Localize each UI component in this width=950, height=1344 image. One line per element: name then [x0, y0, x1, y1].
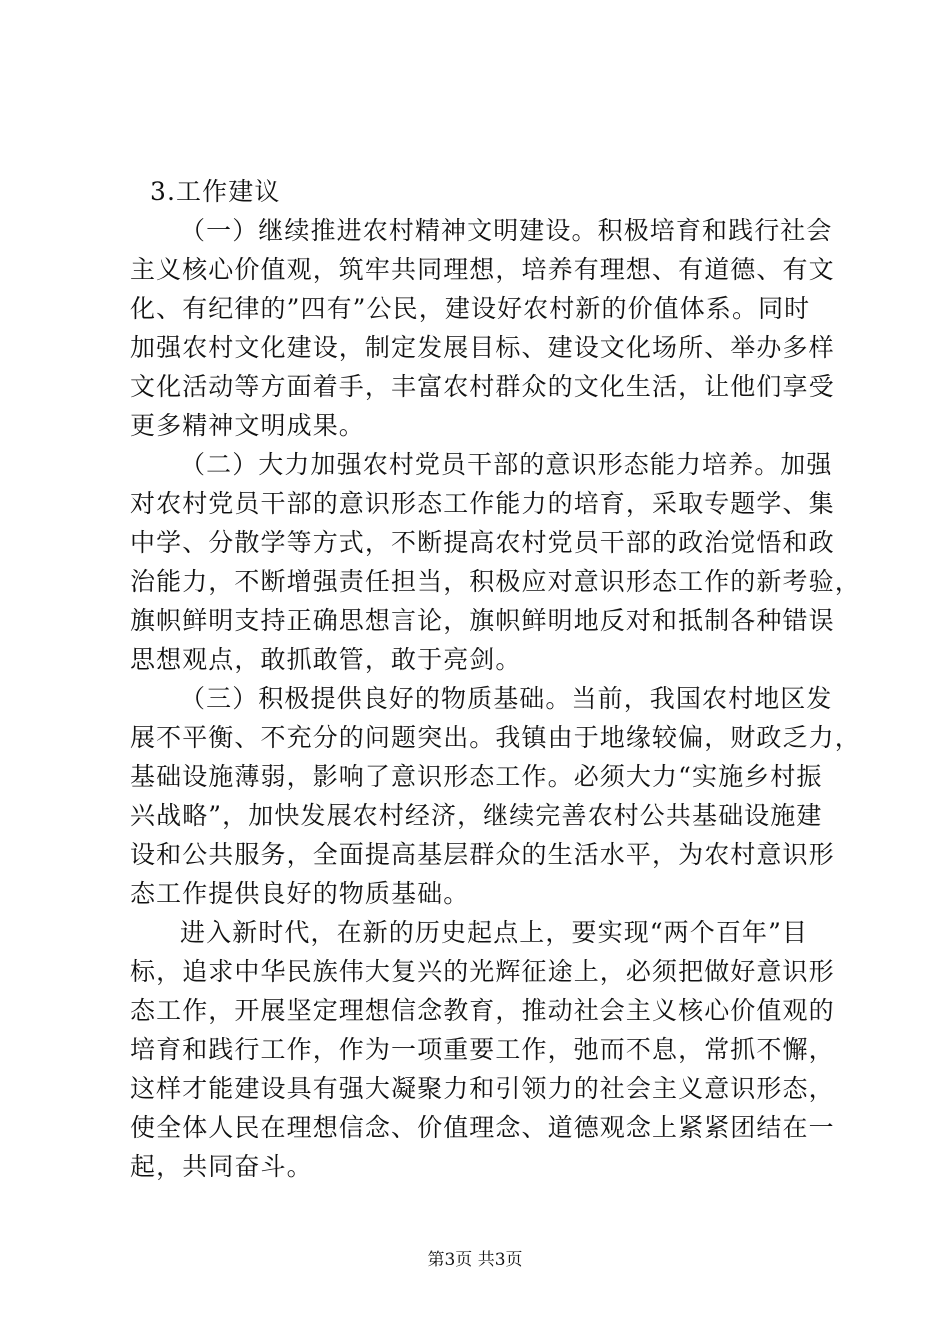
paragraph-line: 文化活动等方面着手，丰富农村群众的文化生活，让他们享受 [130, 372, 835, 401]
paragraph-line: 思想观点，敢抓敢管，敢于亮剑。 [130, 645, 522, 674]
paragraph-line: 主义核心价值观，筑牢共同理想，培养有理想、有道德、有文 [130, 255, 835, 284]
paragraph-3 [130, 679, 861, 913]
paragraph-1 [130, 211, 835, 445]
paragraph-line: 基础设施薄弱，影响了意识形态工作。必须大力“实施乡村振 [130, 762, 823, 791]
paragraph-line: 旗帜鲜明支持正确思想言论，旗帜鲜明地反对和抵制各种错误 [130, 606, 835, 635]
document-body [130, 172, 861, 1186]
paragraph-line: 兴战略”，加快发展农村经济，继续完善农村公共基础设施建 [130, 801, 823, 830]
paragraph-line: 展不平衡、不充分的问题突出。我镇由于地缘较偏，财政乏力， [130, 723, 861, 752]
paragraph-line: 更多精神文明成果。 [130, 411, 365, 440]
paragraph-line: （三）积极提供良好的物质基础。当前，我国农村地区发 [180, 684, 833, 713]
paragraph-line: 对农村党员干部的意识形态工作能力的培育，采取专题学、集 [130, 489, 835, 518]
paragraph-line: （二）大力加强农村党员干部的意识形态能力培养。加强 [180, 450, 833, 479]
paragraph-line: 中学、分散学等方式，不断提高农村党员干部的政治觉悟和政 [130, 528, 835, 557]
section-heading: 3.工作建议 [150, 177, 281, 206]
paragraph-line: 培育和践行工作，作为一项重要工作，弛而不息，常抓不懈， [130, 1035, 835, 1064]
paragraph-line: 使全体人民在理想信念、价值理念、道德观念上紧紧团结在一 [130, 1113, 835, 1142]
paragraph-4 [130, 913, 835, 1186]
paragraph-line: 化、有纪律的”四有”公民，建设好农村新的价值体系。同时 [130, 294, 811, 323]
paragraph-2 [130, 445, 861, 679]
paragraph-line: 加强农村文化建设，制定发展目标、建设文化场所、举办多样 [130, 333, 835, 362]
page-number-footer: 第3页 共3页 [427, 1250, 523, 1270]
paragraph-line: 标，追求中华民族伟大复兴的光辉征途上，必须把做好意识形 [130, 957, 835, 986]
paragraph-line: 起，共同奋斗。 [130, 1152, 313, 1181]
paragraph-line: 设和公共服务，全面提高基层群众的生活水平，为农村意识形 [130, 840, 835, 869]
paragraph-line: 这样才能建设具有强大凝聚力和引领力的社会主义意识形态， [130, 1074, 835, 1103]
paragraph-line: 治能力，不断增强责任担当，积极应对意识形态工作的新考验， [130, 567, 861, 596]
paragraph-line: 进入新时代，在新的历史起点上，要实现“两个百年”目 [180, 918, 809, 947]
paragraph-line: 态工作，开展坚定理想信念教育，推动社会主义核心价值观的 [130, 996, 835, 1025]
paragraph-line: 态工作提供良好的物质基础。 [130, 879, 470, 908]
paragraph-line: （一）继续推进农村精神文明建设。积极培育和践行社会 [180, 216, 833, 245]
